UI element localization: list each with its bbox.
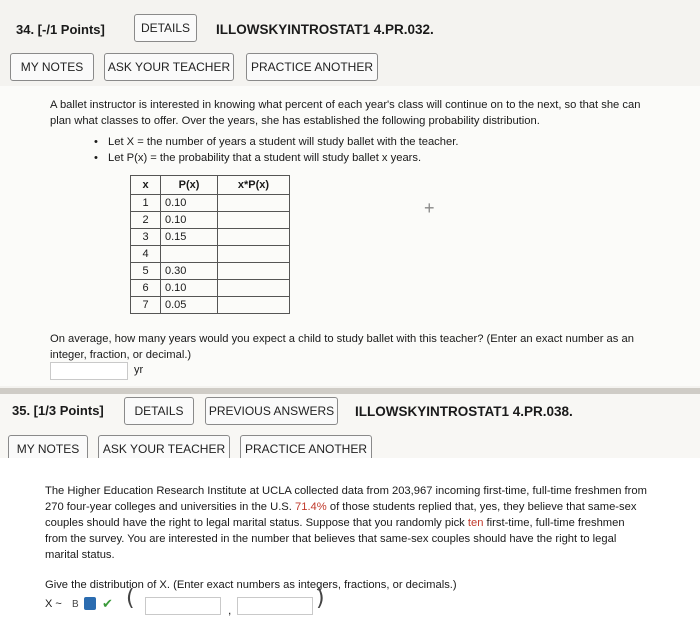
text-span: first-time, full-time freshmen bbox=[483, 517, 625, 529]
bullet-dot: • bbox=[94, 136, 98, 148]
binomial-b-label: B bbox=[72, 599, 79, 610]
q34-my-notes-button[interactable]: MY NOTES bbox=[10, 53, 94, 81]
table-row bbox=[131, 297, 290, 314]
comma-separator: , bbox=[228, 603, 232, 617]
q34-answer-unit: yr bbox=[134, 364, 144, 376]
q34-details-button[interactable]: DETAILS bbox=[134, 14, 197, 42]
text-span: 270 four-year colleges and universities in the U.S. bbox=[45, 501, 295, 513]
cell-x: 7 bbox=[131, 297, 161, 314]
table-row bbox=[131, 195, 290, 212]
highlight-percent: 71.4% bbox=[295, 501, 327, 513]
table-row bbox=[131, 212, 290, 229]
cell-x: 6 bbox=[131, 280, 161, 297]
cell-px: 0.05 bbox=[161, 297, 218, 314]
cell-x: 5 bbox=[131, 263, 161, 280]
q34-practice-another-button[interactable]: PRACTICE ANOTHER bbox=[246, 53, 378, 81]
cell-px: 0.10 bbox=[161, 280, 218, 297]
text-span: of those students replied that, yes, they believe that same-sex bbox=[326, 501, 637, 513]
header-xpx: x*P(x) bbox=[218, 176, 290, 195]
header-px: P(x) bbox=[161, 176, 218, 195]
cell-xpx bbox=[218, 280, 290, 297]
q34-problem-code: ILLOWSKYINTROSTAT1 4.PR.032. bbox=[216, 22, 434, 37]
q34-ask-teacher-button[interactable]: ASK YOUR TEACHER bbox=[104, 53, 234, 81]
cell-x: 4 bbox=[131, 246, 161, 263]
q35-p-input[interactable] bbox=[237, 597, 313, 615]
table-row bbox=[131, 246, 290, 263]
bullet-1-text: Let X = the number of years a student will study ballet with the teacher. bbox=[108, 136, 459, 148]
q35-ask-teacher-button[interactable]: ASK YOUR TEACHER bbox=[98, 435, 230, 463]
cell-xpx bbox=[218, 297, 290, 314]
q34-intro-line-1: A ballet instructor is interested in knowing what percent of each year's class will continue on to the next, so that she can bbox=[50, 99, 641, 111]
cell-xpx bbox=[218, 212, 290, 229]
bullet-2-text: Let P(x) = the probability that a student will study ballet x years. bbox=[108, 152, 422, 164]
open-paren: ( bbox=[126, 586, 135, 611]
q35-para-line-2 bbox=[45, 499, 636, 515]
q35-my-notes-button[interactable]: MY NOTES bbox=[8, 435, 88, 463]
table-row bbox=[131, 229, 290, 246]
q34-bullet-1 bbox=[94, 136, 459, 148]
cell-xpx bbox=[218, 195, 290, 212]
table-header-row bbox=[131, 176, 290, 195]
question-34-points: 34. [-/1 Points] bbox=[16, 22, 105, 37]
q34-intro-line-2: plan what classes to offer. Over the years, she has established the following probability distribution. bbox=[50, 115, 540, 127]
q35-problem-code: ILLOWSKYINTROSTAT1 4.PR.038. bbox=[355, 404, 573, 419]
cell-px: 0.10 bbox=[161, 212, 218, 229]
highlight-ten: ten bbox=[467, 517, 484, 529]
q35-practice-another-button[interactable]: PRACTICE ANOTHER bbox=[240, 435, 372, 463]
distribution-select[interactable] bbox=[84, 597, 96, 610]
table-row bbox=[131, 263, 290, 280]
cell-x: 1 bbox=[131, 195, 161, 212]
q35-details-button[interactable]: DETAILS bbox=[124, 397, 194, 425]
q34-question-line-2: integer, fraction, or decimal.) bbox=[50, 349, 192, 361]
cell-x: 2 bbox=[131, 212, 161, 229]
cell-xpx bbox=[218, 229, 290, 246]
cell-px: 0.10 bbox=[161, 195, 218, 212]
cell-xpx bbox=[218, 263, 290, 280]
question-35-card bbox=[0, 394, 700, 628]
check-icon: ✔ bbox=[102, 596, 113, 611]
q35-n-input[interactable] bbox=[145, 597, 221, 615]
x-distributed-label: X ~ bbox=[45, 598, 62, 610]
cell-px: 0.30 bbox=[161, 263, 218, 280]
text-span: couples should have the right to legal marital status. Suppose that you randomly pick bbox=[45, 517, 468, 529]
question-35-points: 35. [1/3 Points] bbox=[12, 403, 104, 418]
q35-para-line-4: from the survey. You are interested in the number that believes that same-sex couples should have the right to legal bbox=[45, 533, 617, 545]
bullet-dot: • bbox=[94, 152, 98, 164]
q34-answer-input[interactable] bbox=[50, 362, 128, 380]
close-paren: ) bbox=[316, 586, 325, 611]
q35-distribution-prompt: Give the distribution of X. (Enter exact numbers as integers, fractions, or decimals.) bbox=[45, 579, 457, 591]
header-x: x bbox=[131, 176, 161, 195]
q35-para-line-1: The Higher Education Research Institute at UCLA collected data from 203,967 incoming first-time, full-time freshmen from bbox=[45, 485, 647, 497]
q35-para-line-5: marital status. bbox=[45, 549, 115, 561]
q35-para-line-3 bbox=[45, 515, 625, 531]
q35-previous-answers-button[interactable]: PREVIOUS ANSWERS bbox=[205, 397, 338, 425]
cell-xpx bbox=[218, 246, 290, 263]
cell-x: 3 bbox=[131, 229, 161, 246]
table-row bbox=[131, 280, 290, 297]
cell-px bbox=[161, 246, 218, 263]
q34-bullet-2 bbox=[94, 152, 422, 164]
probability-distribution-table bbox=[130, 175, 290, 314]
plus-icon: + bbox=[424, 198, 435, 218]
cell-px: 0.15 bbox=[161, 229, 218, 246]
q34-question-line-1: On average, how many years would you expect a child to study ballet with this teacher? (Enter an exact number as an bbox=[50, 333, 634, 345]
